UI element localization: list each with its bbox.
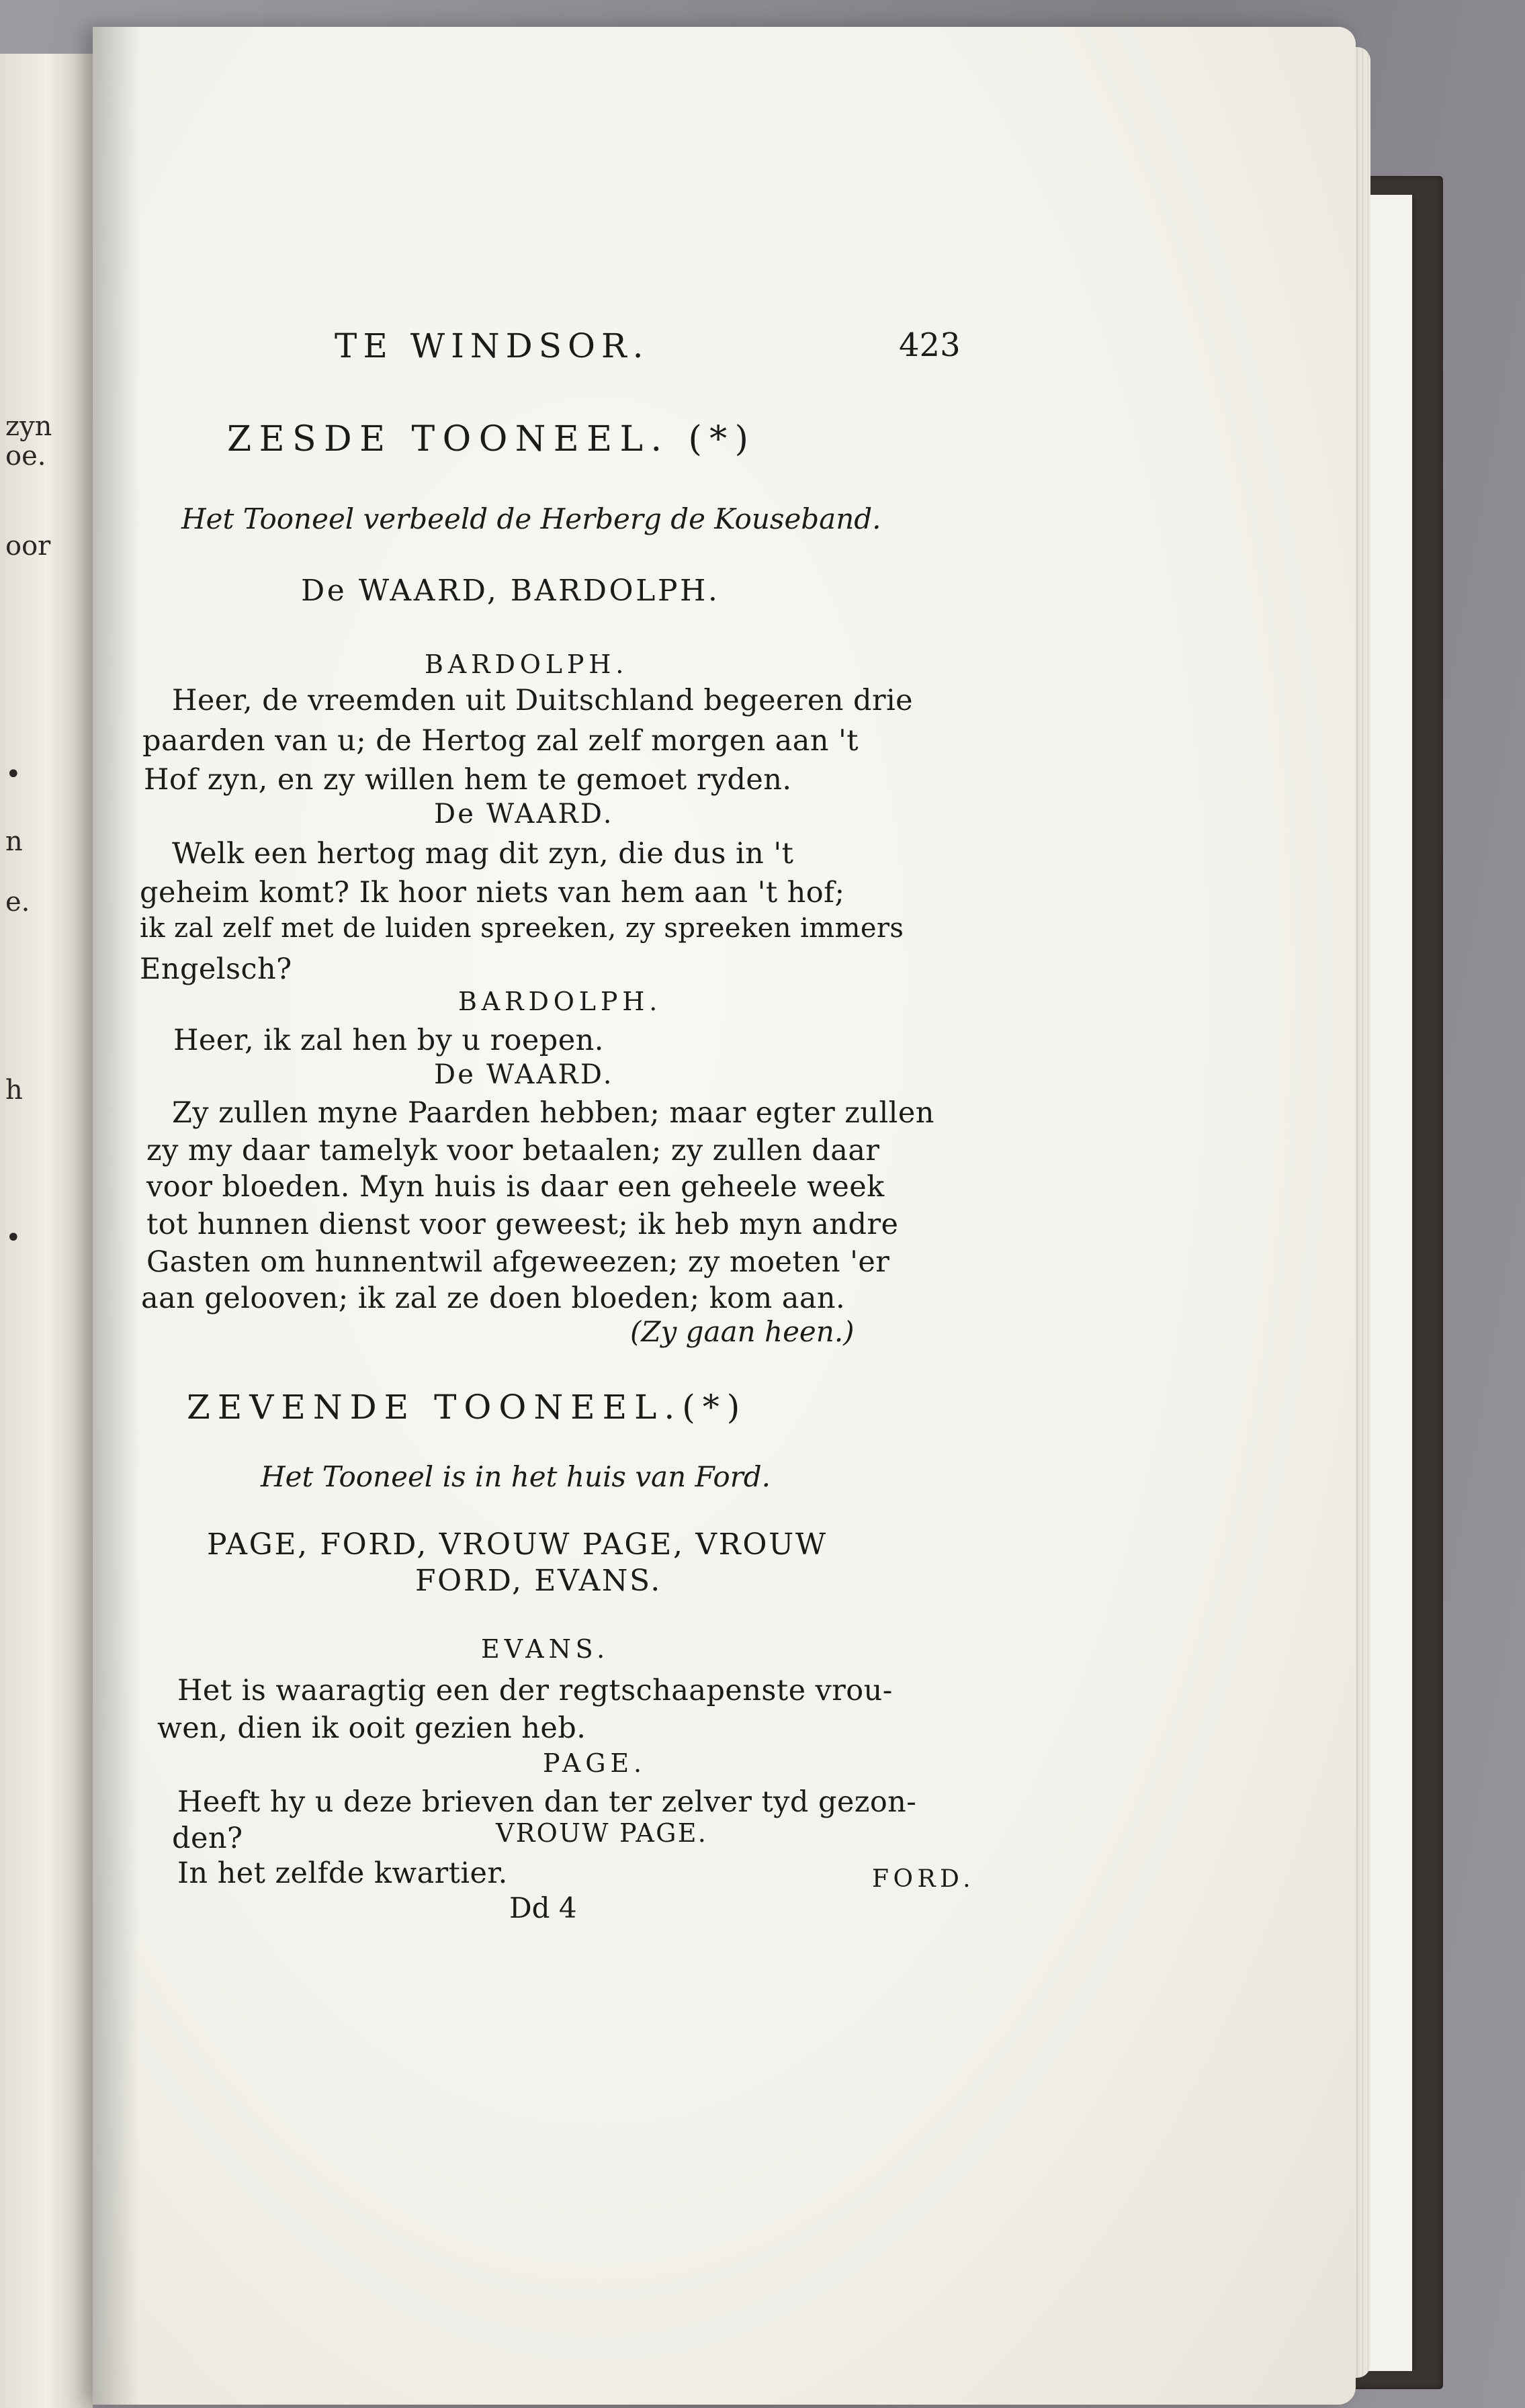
speech-line: Hof zyn, en zy willen hem te gemoet ryden. — [144, 763, 792, 797]
speaker-name: De WAARD. — [434, 1059, 614, 1090]
scene-6-title: ZESDE TOONEEL. (*) — [227, 419, 756, 459]
left-page-fragment: oe. — [5, 441, 46, 472]
book-page — [93, 27, 1356, 2405]
left-page-fragment: e. — [5, 887, 30, 918]
scene-6-persons: De WAARD, BARDOLPH. — [301, 574, 720, 608]
speech-line: zy my daar tamelyk voor betaalen; zy zullen daar — [146, 1134, 880, 1167]
speech-line: Gasten om hunnentwil afgeweezen; zy moeten 'er — [146, 1245, 890, 1279]
scene-7-persons: FORD, EVANS. — [415, 1564, 662, 1598]
left-page-fragment: oor — [5, 531, 51, 562]
scene-7-persons: PAGE, FORD, VROUW PAGE, VROUW — [207, 1527, 828, 1562]
speech-line: den? — [172, 1822, 243, 1855]
speech-line: Het is waaragtig een der regtschaapenste vrou- — [177, 1674, 893, 1707]
speech-line: Heer, de vreemden uit Duitschland begeeren drie — [172, 684, 914, 717]
page-text — [93, 27, 1356, 2405]
speaker-name: BARDOLPH. — [458, 987, 662, 1016]
speech-line: Engelsch? — [140, 952, 292, 986]
speech-line: Heeft hy u deze brieven dan ter zelver tyd gezon- — [177, 1785, 917, 1819]
speaker-name: BARDOLPH. — [425, 650, 629, 679]
speech-line: ik zal zelf met de luiden spreeken, zy spreeken immers — [140, 913, 904, 944]
speech-line: tot hunnen dienst voor geweest; ik heb myn andre — [146, 1208, 899, 1241]
left-page-fragment: n — [5, 826, 23, 857]
catchword: FORD. — [872, 1865, 975, 1893]
speech-line: aan gelooven; ik zal ze doen bloeden; kom aan. — [141, 1282, 846, 1315]
speaker-name: VROUW PAGE. — [496, 1818, 708, 1848]
speaker-name: De WAARD. — [434, 799, 614, 830]
speaker-name: EVANS. — [481, 1634, 610, 1664]
left-page-fragment: h — [5, 1075, 23, 1106]
speech-line: geheim komt? Ik hoor niets van hem aan 't hof; — [140, 876, 845, 909]
speech-line: Heer, ik zal hen by u roepen. — [173, 1024, 604, 1057]
signature-mark: Dd 4 — [509, 1891, 577, 1924]
scene-7-title: ZEVENDE TOONEEL.(*) — [187, 1388, 748, 1427]
speech-line: wen, dien ik ooit gezien heb. — [157, 1711, 586, 1745]
speech-line: In het zelfde kwartier. — [177, 1857, 508, 1890]
stage-direction: (Zy gaan heen.) — [630, 1315, 855, 1348]
left-page-fragment: • — [5, 1222, 21, 1253]
page-number: 423 — [899, 326, 961, 364]
back-pages — [1364, 195, 1412, 2371]
running-head: TE WINDSOR. — [335, 326, 650, 365]
left-page-fragment: • — [5, 759, 21, 790]
speech-line: Zy zullen myne Paarden hebben; maar egter zullen — [172, 1096, 934, 1130]
speaker-name: PAGE. — [543, 1748, 646, 1778]
speech-line: Welk een hertog mag dit zyn, die dus in 't — [172, 837, 794, 871]
speech-line: voor bloeden. Myn huis is daar een geheele week — [146, 1170, 885, 1204]
left-page-edge — [0, 54, 93, 2408]
scene-6-setting: Het Tooneel verbeeld de Herberg de Kouseband. — [181, 502, 881, 535]
speech-line: paarden van u; de Hertog zal zelf morgen aan 't — [142, 724, 859, 758]
left-page-fragment: zyn — [5, 411, 52, 442]
scene-7-setting: Het Tooneel is in het huis van Ford. — [261, 1460, 771, 1493]
